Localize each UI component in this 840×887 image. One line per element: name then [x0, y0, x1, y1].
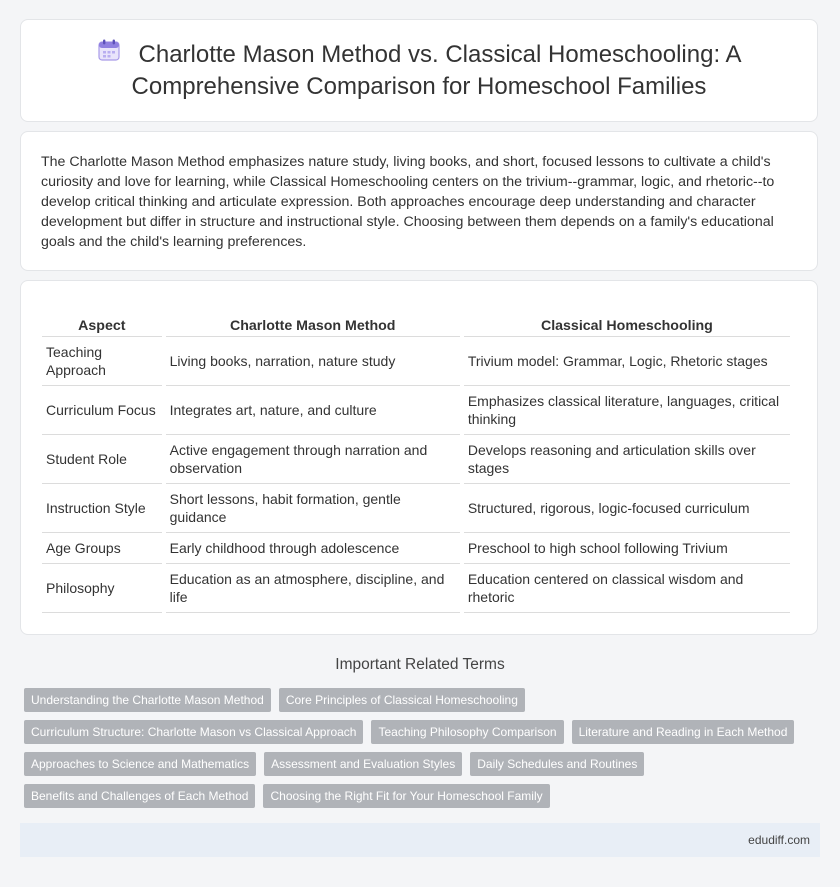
cell-charlotte-mason: Early childhood through adolescence [166, 533, 460, 564]
header-aspect: Aspect [42, 305, 162, 337]
cell-charlotte-mason: Short lessons, habit formation, gentle guidance [166, 484, 460, 533]
related-term-tag[interactable]: Benefits and Challenges of Each Method [24, 784, 255, 808]
footer [20, 823, 820, 857]
table-header-row [42, 305, 790, 337]
cell-classical: Emphasizes classical literature, languages, critical thinking [464, 386, 790, 435]
page-title-text: Charlotte Mason Method vs. Classical Homeschooling: A Comprehensive Comparison for Homeschool Families [131, 41, 742, 100]
cell-aspect: Philosophy [42, 564, 162, 613]
related-term-tag[interactable]: Approaches to Science and Mathematics [24, 752, 256, 776]
header-charlotte-mason: Charlotte Mason Method [166, 305, 460, 337]
table-row [42, 337, 790, 386]
table-row [42, 386, 790, 435]
cell-aspect: Curriculum Focus [42, 386, 162, 435]
table-row [42, 564, 790, 613]
related-term-tag[interactable]: Core Principles of Classical Homeschooling [279, 688, 525, 712]
footer-site-link[interactable]: edudiff.com [748, 833, 810, 847]
cell-charlotte-mason: Living books, narration, nature study [166, 337, 460, 386]
header-classical: Classical Homeschooling [464, 305, 790, 337]
cell-charlotte-mason: Education as an atmosphere, discipline, and life [166, 564, 460, 613]
related-term-tag[interactable]: Understanding the Charlotte Mason Method [24, 688, 271, 712]
related-term-tag[interactable]: Curriculum Structure: Charlotte Mason vs Classical Approach [24, 720, 363, 744]
tag-row [24, 784, 824, 808]
cell-classical: Trivium model: Grammar, Logic, Rhetoric stages [464, 337, 790, 386]
cell-aspect: Instruction Style [42, 484, 162, 533]
intro-paragraph: The Charlotte Mason Method emphasizes nature study, living books, and short, focused lessons to cultivate a child's curiosity and love for learning, while Classical Homeschooling centers on the trivium--grammar, logic, and rhetoric--to develop critical thinking and articulate expression. Both approaches encourage deep understanding and character development but differ in structure and instructional style. Choosing between them depends on a family's educational goals and the child's learning preferences. [41, 154, 775, 250]
table-row [42, 435, 790, 484]
related-terms-list [24, 688, 824, 816]
calendar-icon [97, 38, 121, 69]
cell-aspect: Student Role [42, 435, 162, 484]
table-row [42, 484, 790, 533]
comparison-card [20, 280, 818, 635]
related-term-tag[interactable]: Choosing the Right Fit for Your Homeschool Family [263, 784, 549, 808]
related-term-tag[interactable]: Daily Schedules and Routines [470, 752, 644, 776]
related-term-tag[interactable]: Teaching Philosophy Comparison [371, 720, 563, 744]
page-title [69, 40, 769, 100]
tag-row [24, 720, 824, 744]
cell-charlotte-mason: Integrates art, nature, and culture [166, 386, 460, 435]
cell-classical: Develops reasoning and articulation skills over stages [464, 435, 790, 484]
cell-classical: Preschool to high school following Trivium [464, 533, 790, 564]
title-card [20, 19, 818, 122]
cell-classical: Education centered on classical wisdom and rhetoric [464, 564, 790, 613]
related-term-tag[interactable]: Literature and Reading in Each Method [572, 720, 795, 744]
cell-charlotte-mason: Active engagement through narration and observation [166, 435, 460, 484]
comparison-table [38, 305, 794, 613]
related-term-tag[interactable]: Assessment and Evaluation Styles [264, 752, 462, 776]
cell-classical: Structured, rigorous, logic-focused curriculum [464, 484, 790, 533]
intro-card [20, 131, 818, 271]
table-row [42, 533, 790, 564]
cell-aspect: Age Groups [42, 533, 162, 564]
related-terms-title: Important Related Terms [335, 656, 505, 673]
tag-row [24, 688, 824, 712]
tag-row [24, 752, 824, 776]
cell-aspect: Teaching Approach [42, 337, 162, 386]
